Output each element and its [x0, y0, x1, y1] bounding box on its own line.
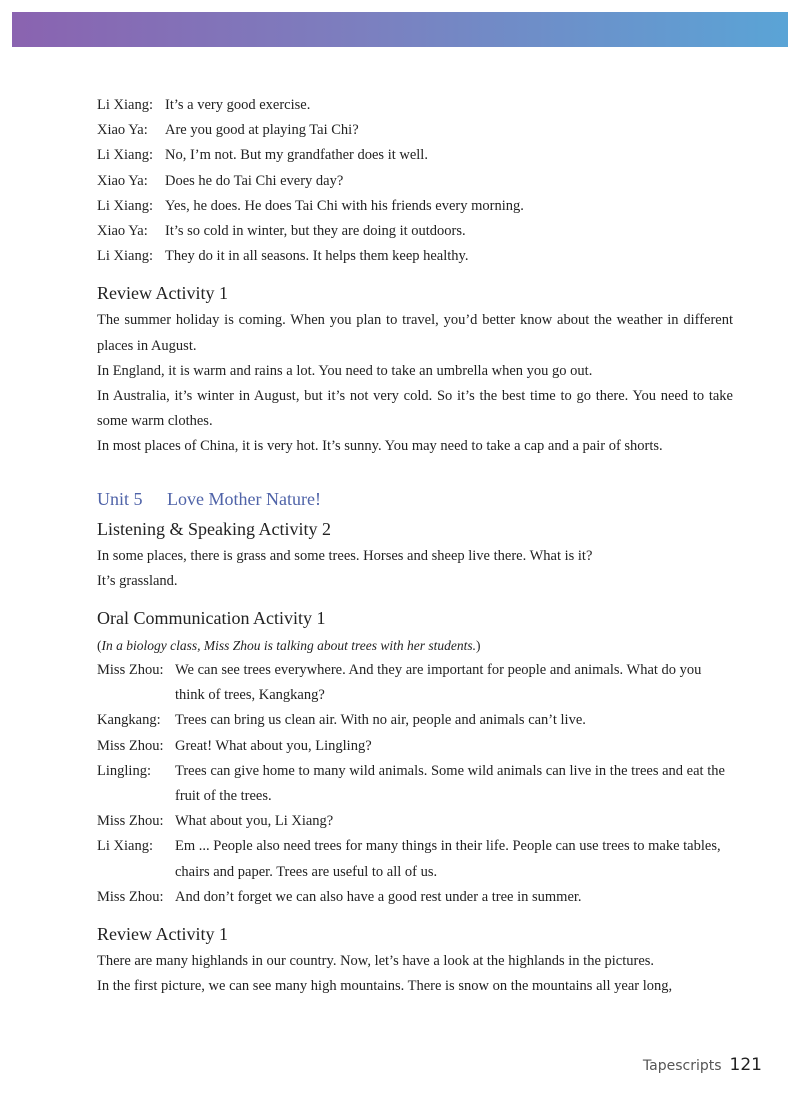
page-number: 121	[729, 1055, 762, 1075]
unit-number: Unit 5	[97, 488, 143, 509]
dialogue-line	[97, 219, 733, 244]
speech: And don’t forget we can also have a good rest under a tree in summer.	[175, 888, 582, 905]
speaker: Xiao Ya:	[97, 223, 148, 240]
dialogue-line	[97, 118, 733, 143]
speech: Trees can give home to many wild animals. Some wild animals can live in the trees and eat the fruit of the trees.	[175, 762, 725, 805]
paragraph: In some places, there is grass and some trees. Horses and sheep live there. What is it?	[97, 547, 593, 564]
speaker: Li Xiang:	[97, 147, 153, 164]
tapescript-content	[97, 93, 733, 999]
speaker: Li Xiang:	[97, 197, 153, 214]
dialogue-line	[97, 759, 733, 809]
page-footer	[643, 1055, 762, 1075]
speaker: Kangkang:	[97, 712, 161, 729]
footer-label: Tapescripts	[642, 1058, 722, 1074]
speech: No, I’m not. But my grandfather does it well.	[165, 147, 428, 164]
header-color-bar	[12, 12, 788, 47]
speech: It’s a very good exercise.	[165, 97, 311, 113]
speaker: Li Xiang:	[97, 838, 153, 855]
paragraph: There are many highlands in our country. Now, let’s have a look at the highlands in the pictures.	[97, 953, 655, 970]
speech: Does he do Tai Chi every day?	[165, 172, 344, 189]
speaker: Miss Zhou:	[97, 662, 164, 679]
dialogue-line	[97, 194, 733, 219]
paragraph: The summer holiday is coming. When you plan to travel, you’d better know about the weather in different places in August.	[97, 312, 733, 354]
section-heading-review-2: Review Activity 1	[97, 924, 228, 945]
section-heading-oral: Oral Communication Activity 1	[97, 608, 326, 629]
dialogue-line	[97, 244, 733, 269]
section-heading-review-1: Review Activity 1	[97, 283, 228, 304]
dialogue-line	[97, 143, 733, 168]
speech: It’s so cold in winter, but they are doing it outdoors.	[165, 223, 466, 240]
dialogue-line	[97, 93, 733, 118]
speech: Are you good at playing Tai Chi?	[165, 122, 359, 139]
paragraph: In Australia, it’s winter in August, but it’s not very cold. So it’s the best time to go there. You need to take some warm clothes.	[97, 388, 733, 430]
paragraph: In England, it is warm and rains a lot. You need to take an umbrella when you go out.	[97, 362, 593, 379]
speaker: Xiao Ya:	[97, 122, 148, 139]
unit-name: Love Mother Nature!	[167, 488, 321, 509]
dialogue-top	[97, 93, 733, 269]
dialogue-line	[97, 708, 733, 733]
speaker: Xiao Ya:	[97, 172, 148, 189]
paragraph: In most places of China, it is very hot. It’s sunny. You may need to take a cap and a pair of shorts.	[97, 438, 663, 455]
speech: What about you, Li Xiang?	[175, 813, 334, 830]
dialogue-line	[97, 885, 733, 910]
speaker: Li Xiang:	[97, 97, 153, 113]
speaker: Miss Zhou:	[97, 737, 164, 754]
dialogue-line	[97, 734, 733, 759]
speech: Great! What about you, Lingling?	[175, 737, 372, 754]
speaker: Lingling:	[97, 762, 151, 779]
speaker: Miss Zhou:	[97, 813, 164, 830]
speaker: Li Xiang:	[97, 248, 153, 265]
unit-title	[97, 487, 733, 511]
stage-direction: (In a biology class, Miss Zhou is talking about trees with her students.)	[97, 638, 481, 654]
dialogue-oral	[97, 658, 733, 910]
paragraph: In the first picture, we can see many high mountains. There is snow on the mountains all year long,	[97, 978, 673, 995]
dialogue-line	[97, 169, 733, 194]
speech: Em ... People also need trees for many things in their life. People can use trees to make tables, chairs and paper. Trees are useful to all of us.	[175, 838, 721, 880]
speech: Trees can bring us clean air. With no air, people and animals can’t live.	[175, 712, 586, 729]
speech: We can see trees everywhere. And they are important for people and animals. What do you think of trees, Kangkang?	[175, 662, 702, 704]
speaker: Miss Zhou:	[97, 888, 164, 905]
speech: They do it in all seasons. It helps them keep healthy.	[165, 248, 469, 265]
dialogue-line	[97, 658, 733, 708]
paragraph: It’s grassland.	[97, 572, 178, 589]
section-heading-listening: Listening & Speaking Activity 2	[97, 518, 331, 539]
speech: Yes, he does. He does Tai Chi with his friends every morning.	[165, 197, 524, 214]
dialogue-line	[97, 809, 733, 834]
dialogue-line	[97, 834, 733, 884]
